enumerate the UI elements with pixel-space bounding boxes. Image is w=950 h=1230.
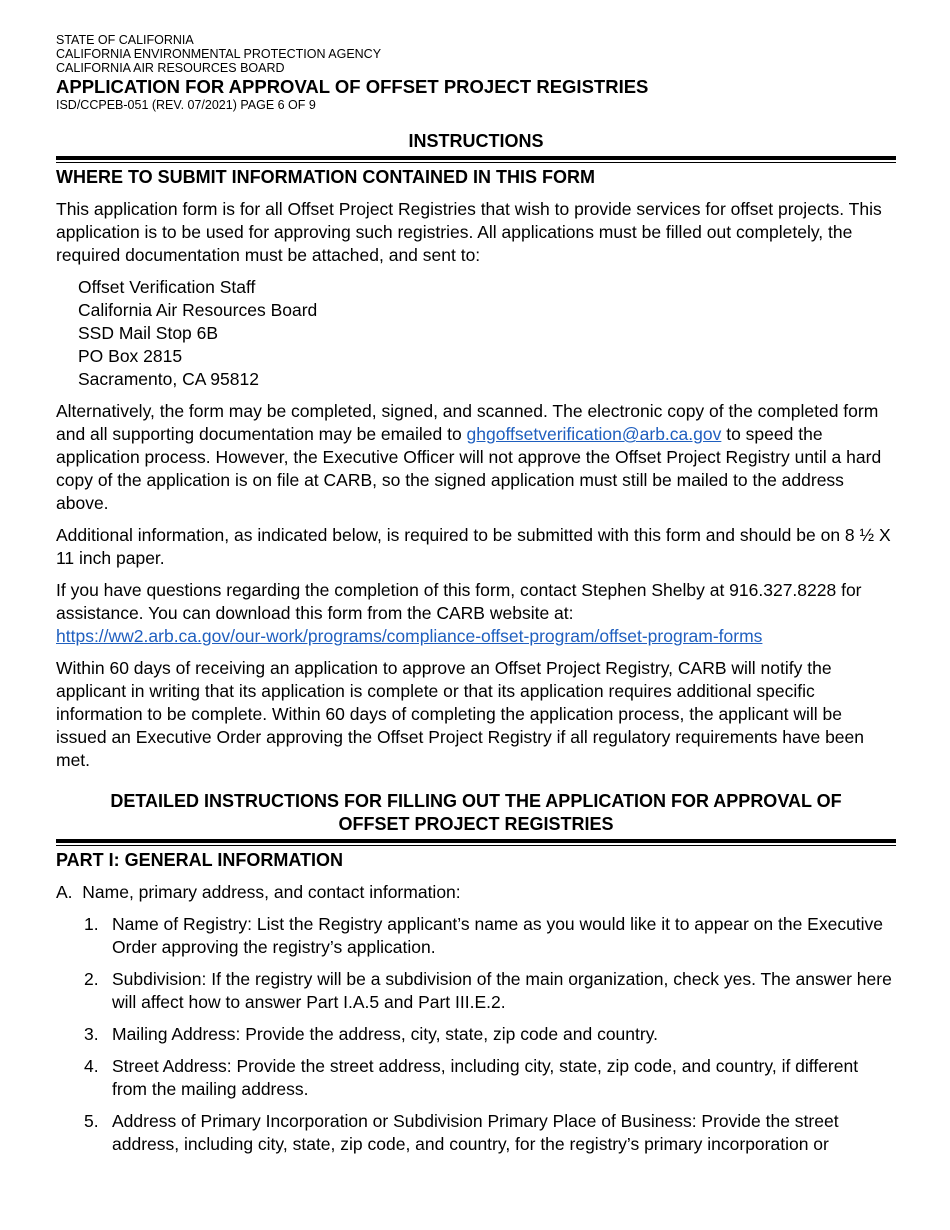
- step-number: 1.: [84, 914, 99, 934]
- step-text: Subdivision: If the registry will be a subdivision of the main organization, check yes. The answer here will affect how to answer Part I.A.5 and Part III.E.2.: [112, 969, 892, 1012]
- address-line: California Air Resources Board: [78, 300, 318, 320]
- double-rule: [56, 839, 896, 846]
- step-number: 3.: [84, 1024, 99, 1044]
- item-a-text: Name, primary address, and contact information:: [82, 882, 461, 902]
- instructions-content: [56, 130, 896, 1165]
- double-rule: [56, 156, 896, 163]
- form-header: [56, 33, 648, 112]
- item-a-label: A.: [56, 882, 73, 902]
- form-id: ISD/CCPEB-051 (REV. 07/2021) PAGE 6 OF 9: [56, 98, 316, 112]
- step-text: Name of Registry: List the Registry applicant’s name as you would like it to appear on the Executive Order approving the registry’s application.: [112, 914, 884, 957]
- list-item: [56, 968, 896, 1014]
- address-line: PO Box 2815: [78, 346, 183, 366]
- detailed-instructions-heading: [56, 790, 896, 836]
- part-heading: PART I: GENERAL INFORMATION: [56, 850, 343, 870]
- list-item: [56, 1110, 896, 1156]
- address-line: Sacramento, CA 95812: [78, 369, 259, 389]
- list-item: [56, 1023, 896, 1046]
- alt-text-after: to speed the application process. However, the Executive Officer will not approve the Offset Project Registry until a hard copy of the application is on file at CARB, so the signed application must still be mailed to the address above.: [56, 424, 882, 513]
- alt-text-before: Alternatively, the form may be completed, signed, and scanned. The electronic copy of the completed form and all supporting documentation may be emailed to: [56, 401, 879, 444]
- header-board: CALIFORNIA AIR RESOURCES BOARD: [56, 61, 285, 75]
- address-line: SSD Mail Stop 6B: [78, 323, 219, 343]
- step-text: Mailing Address: Provide the address, city, state, zip code and country.: [112, 1024, 659, 1044]
- alternative-paragraph: [56, 400, 896, 515]
- step-number: 5.: [84, 1111, 99, 1131]
- email-link[interactable]: ghgoffsetverification@arb.ca.gov: [466, 424, 722, 444]
- step-text: Street Address: Provide the street address, including city, state, zip code, and country, if different from the mailing address.: [112, 1056, 859, 1099]
- item-a: [56, 881, 896, 904]
- detailed-heading-line: OFFSET PROJECT REGISTRIES: [338, 814, 614, 834]
- forms-url-link[interactable]: https://ww2.arb.ca.gov/our-work/programs/compliance-offset-program/offset-program-forms: [56, 626, 763, 646]
- intro-paragraph: This application form is for all Offset Project Registries that wish to provide services for offset projects. This application is to be used for approving such registries. All applications must be filled out completely, the required documentation must be attached, and sent to:: [56, 199, 882, 265]
- mailing-address-block: [78, 276, 896, 391]
- list-item: [56, 1055, 896, 1101]
- additional-info-paragraph: Additional information, as indicated below, is required to be submitted with this form and should be on 8 ½ X 11 inch paper.: [56, 525, 891, 568]
- step-number: 2.: [84, 969, 99, 989]
- step-number: 4.: [84, 1056, 99, 1076]
- header-state: STATE OF CALIFORNIA: [56, 33, 194, 47]
- detailed-heading-line: DETAILED INSTRUCTIONS FOR FILLING OUT THE APPLICATION FOR APPROVAL OF: [110, 791, 842, 811]
- list-item: [56, 913, 896, 959]
- form-title: APPLICATION FOR APPROVAL OF OFFSET PROJECT REGISTRIES: [56, 76, 649, 97]
- address-line: Offset Verification Staff: [78, 277, 256, 297]
- where-to-submit-heading: WHERE TO SUBMIT INFORMATION CONTAINED IN THIS FORM: [56, 167, 595, 187]
- step-text: Address of Primary Incorporation or Subdivision Primary Place of Business: Provide the street address, including city, state, zip code, and country, for the registry’s primary incorporation or: [112, 1111, 839, 1154]
- header-agency: CALIFORNIA ENVIRONMENTAL PROTECTION AGENCY: [56, 47, 382, 61]
- questions-text: If you have questions regarding the completion of this form, contact Stephen Shelby at 916.327.8228 for assistance. You can download this form from the CARB website at:: [56, 580, 862, 623]
- questions-paragraph: [56, 579, 896, 648]
- instructions-heading: INSTRUCTIONS: [408, 131, 544, 151]
- instruction-steps: [56, 913, 896, 1156]
- timeline-paragraph: Within 60 days of receiving an application to approve an Offset Project Registry, CARB will notify the applicant in writing that its application is complete or that its application requires additional specific information to be complete. Within 60 days of completing the application process, the applicant will be issued an Executive Order approving the Offset Project Registry if all regulatory requirements have been met.: [56, 658, 865, 770]
